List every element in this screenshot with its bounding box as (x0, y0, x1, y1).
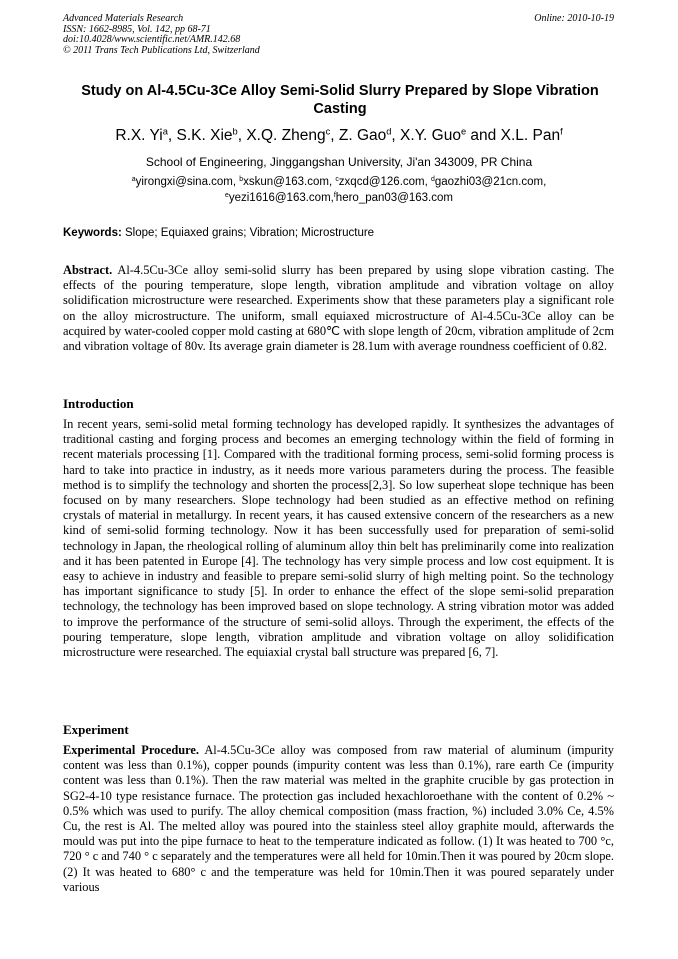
affiliation: School of Engineering, Jinggangshan University, Ji'an 343009, PR China (145, 155, 533, 169)
author-name: Z. Gao (338, 127, 387, 144)
email-list: $^a$yirongxi@sina.com, $^b$xskun@163.com, $^c$zxqcd@126.com, $^d$gaozhi03@21cn.com, $^e$yezi1616@163.com,$^f$hero_pan03@163.com (131, 175, 547, 204)
author-name: R.X. Yi (115, 127, 163, 144)
author-mark: b (232, 126, 238, 137)
experimental-procedure-label: Experimental Procedure. (63, 743, 199, 757)
paper-title: Study on Al-4.5Cu-3Ce Alloy Semi-Solid Slurry Prepared by Slope Vibration Casting (81, 83, 599, 117)
abstract-label: Abstract. (63, 263, 113, 277)
section-heading-experiment: Experiment (63, 722, 129, 737)
keywords-label: Keywords: (63, 227, 122, 239)
author-name: X.Y. Guo (400, 127, 461, 144)
author-mark: f (560, 126, 563, 137)
experiment-text-block (63, 743, 614, 895)
journal-name: Advanced Materials Research (63, 13, 184, 24)
section-heading-introduction: Introduction (63, 396, 134, 411)
author-list: R.X. Yi$^a$, S.K. Xie$^b$, X.Q. Zheng$^c$, Z. Gao$^d$, X.Y. Guo$^e$ and X.L. Pan$^f$ (115, 126, 563, 144)
online-date: Online: 2010-10-19 (534, 13, 614, 24)
email-link[interactable]: zxqcd@126.com (338, 176, 425, 188)
author-name: X.Q. Zheng (246, 127, 326, 144)
author-mark: e (460, 126, 467, 137)
author-name: X.L. Pan (500, 127, 561, 144)
email-link[interactable]: yezi1616@163.com (228, 191, 331, 204)
doi-line: doi:10.4028/www.scientific.net/AMR.142.68 (63, 34, 241, 45)
abstract-text: Al-4.5Cu-3Ce alloy semi-solid slurry has been prepared by using slope vibration casting. The effects of the pouring temperature, slope length, vibration amplitude and vibration voltage on alloy solidification microstructure were researched. Experiments show that these parameters play a significant role on the alloy microstructure. The uniform, small equiaxed microstructure of Al-4.5Cu-3Ce alloy can be acquired by water-cooled copper mold casting at 680℃ with slope length of 20cm, vibration amplitude of 2cm and vibration voltage of 80v. Its average grain diameter is 28.1um with average roundness coefficient of 0.82. (63, 263, 614, 354)
issn-line: ISSN: 1662-8985, Vol. 142, pp 68-71 (63, 23, 211, 35)
keywords-text: Slope; Equiaxed grains; Vibration; Microstructure (125, 227, 375, 239)
author-mark: a (162, 126, 168, 137)
journal-header (63, 14, 260, 56)
copyright-line: © 2011 Trans Tech Publications Ltd, Switzerland (63, 44, 260, 56)
author-mark: d (386, 126, 392, 137)
abstract (63, 263, 614, 354)
email-link[interactable]: yirongxi@sina.com (135, 176, 233, 188)
experimental-procedure-text: Al-4.5Cu-3Ce alloy was composed from raw material of aluminum (impurity content was less than 0.1%), copper pounds (impurity content was less than 0.1%), rare earth Ce (impurity content was less than 0.1%). Then the raw material was melted in the graphite crucible by gas protection in SG2-4-10 type resistance furnace. The protection gas included hexachloroethane with the content of 0.2% ~ 0.5% which was used to purify. The alloy chemical composition (mass fraction, %) included 3.0% Ce, 4.5% Cu, the rest is Al. The melted alloy was poured into the stainless steel alloy graphite mould, afterwards the mould was put into the pipe furnace to heat to the temperature indicated as follow. (1) It was heated to 700 °c, 720 ° c and 740 ° c separately and the temperatures were all held for 10min.Then it was poured by 20cm slope. (2) It was heated to 680° c and the temperature was held for 10min.Then it was poured separately under various (63, 743, 615, 894)
email-link[interactable]: xskun@163.com (243, 176, 329, 188)
email-link[interactable]: hero_pan03@163.com (335, 191, 453, 204)
introduction-text: In recent years, semi-solid metal forming technology has developed rapidly. It synthesizes the advantages of traditional casting and forging process and becomes an emerging technology within the field of forming in recent materials processing [1]. Compared with the traditional forming process, semi-solid forming process is hard to take into practice in industry, as it needs more various parameters during the process. The feasible method is to simplify the technology and shorten the process[2,3]. So low superheat slope technique has been focused on by many researchers. Slope technology had been studied as an effective method on refining crystals of material in metallurgy. In recent years, it has caused extensive concern of the researchers as a new kind of semi-solid forming technology. Now it has been successfully used for preparation of semi-solid technology in Japan, the rheological rolling of aluminum alloy thin belt has preliminarily come into realization and it has been patented in Europe [4]. The technology has very simple process and low cost equipment. It is easy to achieve in industry and feasible to prepare semi-solid slurry of high melting point. So the technology has important significance to study [5]. In order to enhance the effect of the slope semi-solid preparation technology, the technology has been improved based on slope technology. A string vibration motor was added to improve the performance of the structure of semi-solid alloys. Through the experiment, the effects of the pouring temperature, slope length, vibration amplitude and vibration voltage on alloy solidification microstructure were researched. The equiaxial crystal ball structure was prepared [6, 7]. (63, 417, 614, 660)
email-link[interactable]: gaozhi03@21cn.com (434, 176, 544, 188)
author-mark: c (325, 126, 331, 137)
keywords (63, 226, 614, 240)
author-name: S.K. Xie (176, 127, 233, 144)
